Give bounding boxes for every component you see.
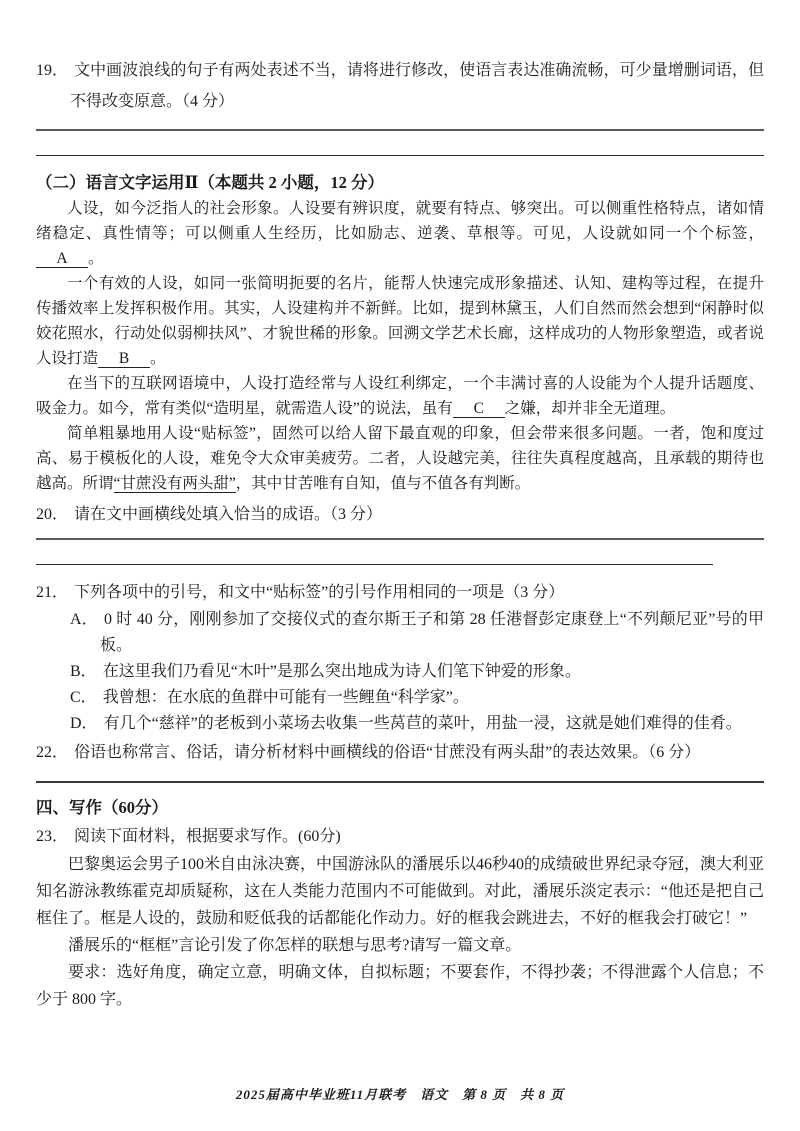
passage-paragraph-1 xyxy=(36,196,764,271)
option-c-text: 我曾想：在水底的鱼群中可能有一些鲤鱼“科学家”。 xyxy=(102,689,469,706)
question-19-number: 19． xyxy=(36,62,69,79)
paragraph-3-text-end: 之嫌，却并非全无道理。 xyxy=(504,400,676,417)
blank-b: B xyxy=(98,350,150,368)
spacer xyxy=(36,131,764,155)
option-b-text: 在这里我们乃看见“木叶”是那么突出地成为诗人们笔下钟爱的形象。 xyxy=(102,663,581,680)
material-paragraph-3: 要求：选好角度，确定立意，明确文体，自拟标题；不要套作，不得抄袭；不得泄露个人信息；不少于 800 字。 xyxy=(36,964,764,1008)
question-22-number: 22． xyxy=(36,744,69,761)
paragraph-4-text: 简单粗暴地用人设“贴标签”，固然可以给人留下最直观的印象，但会带来很多问题。一者，饱和度过高、易于模板化的人设，难免令大众审美疲劳。二者，人设越完美，往往失真程度越高，且承载的期待也越高。所谓 xyxy=(36,425,764,492)
spacer xyxy=(36,540,764,564)
passage-paragraph-3 xyxy=(36,371,764,421)
question-22 xyxy=(36,739,764,767)
material-paragraph-1: 巴黎奥运会男子100米自由泳决赛，中国游泳队的潘展乐以46秒40的成绩破世界纪录夺冠，澳大利亚知名游泳教练霍克却质疑称，这在人类能力范围内不可能做到。对此，潘展乐淡定表示：“他还是把自己框住了。框是人设的，鼓励和贬低我的话都能化作动力。好的框我会跳进去，不好的框我会打破它！” xyxy=(36,856,765,927)
writing-material xyxy=(36,851,764,1013)
section-2-heading: （二）语言文字运用Ⅱ（本题共 2 小题，12 分） xyxy=(36,173,385,192)
section-4-heading: 四、写作（60分） xyxy=(36,798,168,817)
spacer xyxy=(36,117,764,129)
question-20-text: 请在文中画横线处填入恰当的成语。（3 分） xyxy=(74,506,383,523)
paragraph-2-text-end: 。 xyxy=(150,350,166,367)
passage xyxy=(36,196,764,496)
section-divider xyxy=(36,781,764,783)
question-21 xyxy=(36,579,764,607)
question-23-number: 23． xyxy=(36,828,69,845)
question-21-option-d xyxy=(70,711,764,737)
question-23-text: 阅读下面材料，根据要求写作。(60分) xyxy=(74,828,341,845)
option-b-label: B． xyxy=(70,663,97,680)
material-paragraph-2: 潘展乐的“框框”言论引发了你怎样的联想与思考?请写一篇文章。 xyxy=(68,937,522,954)
question-22-text: 俗语也称常言、俗话，请分析材料中画横线的俗语“甘蔗没有两头甜”的表达效果。（6 分） xyxy=(74,744,701,761)
passage-paragraph-2 xyxy=(36,271,764,371)
option-a-text: 0 时 40 分，刚刚参加了交接仪式的查尔斯王子和第 28 任港督彭定康登上“不列颠尼亚”号的甲板。 xyxy=(100,611,764,654)
blank-a: A xyxy=(36,250,88,268)
paragraph-2-text: 一个有效的人设，如同一张简明扼要的名片，能帮人快速完成形象描述、认知、建构等过程，在提升传播效率上发挥积极作用。其实，人设建构并不新鲜。比如，提到林黛玉，人们自然而然会想到“闲静时似姣花照水，行动处似弱柳扶风”、才貌世稀的形象。回溯文学艺术长廊，这样成功的人物形象塑造，或者说人设打造 xyxy=(36,275,764,367)
paragraph-3-text: 在当下的互联网语境中，人设打造经常与人设红利绑定，一个丰满讨喜的人设能为个人提升话题度、吸金力。如今，常有类似“造明星，就需造人设”的说法，虽有 xyxy=(36,375,764,417)
option-a-label: A． xyxy=(70,611,99,628)
spacer xyxy=(36,530,764,538)
question-19 xyxy=(36,55,764,117)
question-23 xyxy=(36,823,764,851)
question-21-option-a xyxy=(70,607,764,659)
paragraph-1-text: 人设，如今泛指人的社会形象。人设要有辨识度，就要有特点、够突出。可以侧重性格特点，诸如情绪稳定、真性情等；可以侧重人生经历，比如励志、逆袭、草根等。可见，人设就如同一个个标签， xyxy=(36,200,764,242)
question-20-number: 20． xyxy=(36,506,69,523)
option-d-text: 有几个“慈祥”的老板到小菜场去收集一些莴苣的菜叶，用盐一浸，这就是她们难得的佳肴。 xyxy=(103,715,742,732)
paragraph-1-text-end: 。 xyxy=(88,250,104,267)
paragraph-4-text-end: ，其中甘苦唯有自知，值与不值各有判断。 xyxy=(235,475,531,492)
spacer xyxy=(36,565,764,571)
option-c-label: C． xyxy=(70,689,97,706)
question-21-option-c xyxy=(70,685,764,711)
underlined-proverb: “甘蔗没有两头甜” xyxy=(113,475,236,492)
answer-line-2 xyxy=(36,155,764,156)
passage-paragraph-4 xyxy=(36,421,764,496)
question-21-option-b xyxy=(70,659,764,685)
option-d-label: D． xyxy=(70,715,98,732)
blank-c: C xyxy=(453,400,505,418)
question-19-text: 文中画波浪线的句子有两处表述不当，请将进行修改，使语言表达准确流畅，可少量增删词语，但不得改变原意。（4 分） xyxy=(70,62,764,110)
question-21-text: 下列各项中的引号，和文中“贴标签”的引号作用相同的一项是（3 分） xyxy=(74,584,565,601)
question-21-number: 21． xyxy=(36,584,69,601)
page-footer: 2025届高中毕业班11月联考 语文 第 8 页 共 8 页 xyxy=(235,1087,565,1102)
question-20 xyxy=(36,499,764,530)
